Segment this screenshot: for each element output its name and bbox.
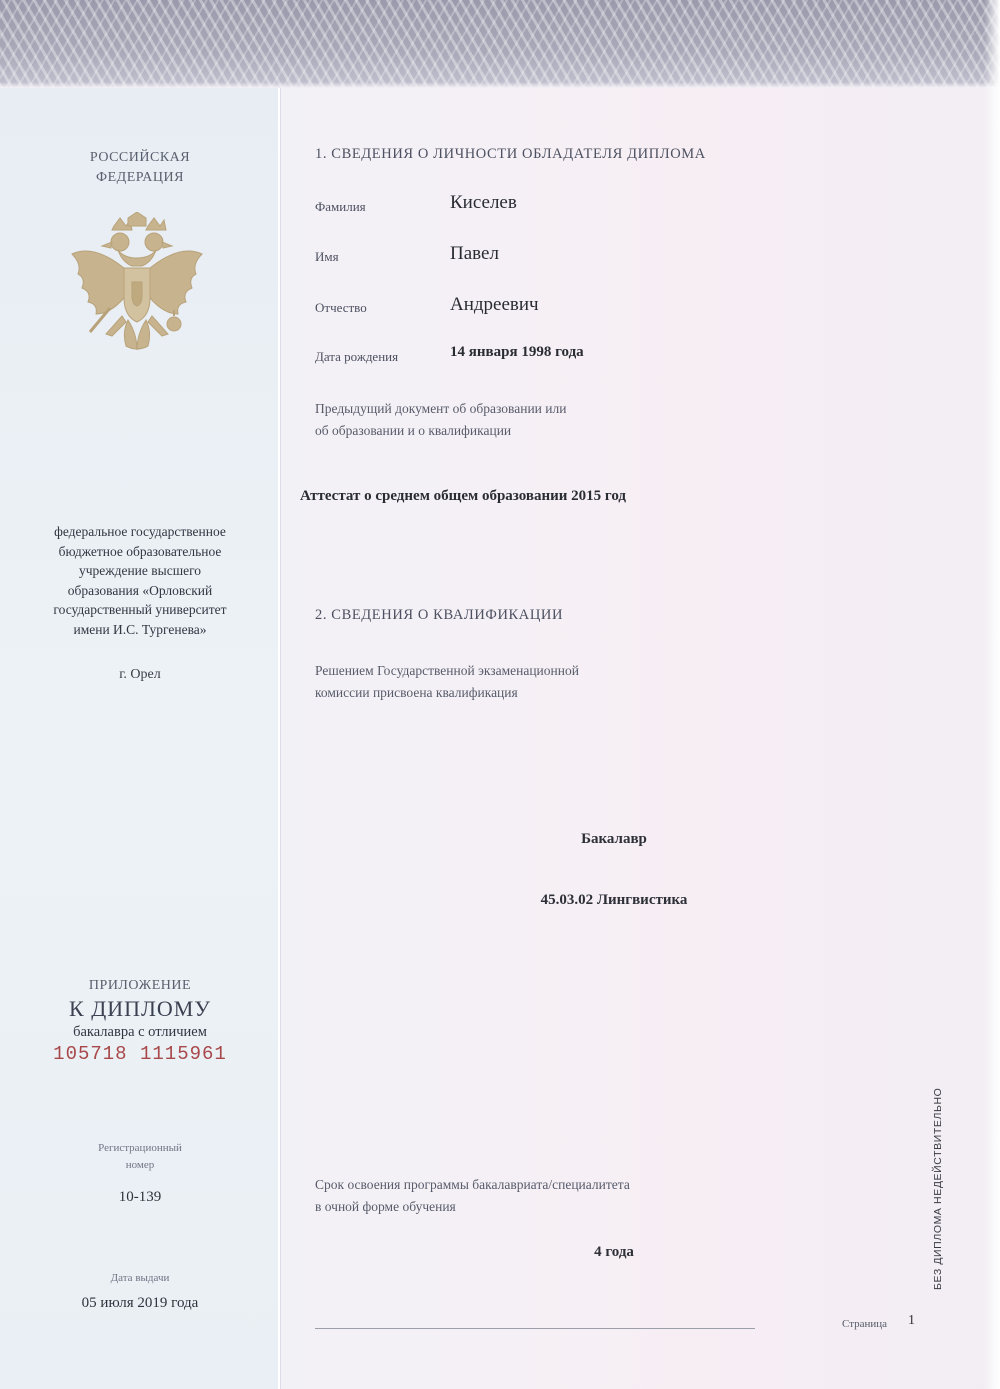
section-2-title: 2. СВЕДЕНИЯ О КВАЛИФИКАЦИИ <box>315 607 564 623</box>
study-duration-line-1: Срок освоения программы бакалавриата/специалитета <box>315 1177 630 1192</box>
guilloche-top-band <box>0 0 1000 88</box>
study-duration-value: 4 года <box>594 1244 634 1260</box>
name-label: Имя <box>315 249 339 264</box>
issue-date-label: Дата выдачи <box>110 1272 170 1284</box>
previous-document-label-line-2: об образовании и о квалификации <box>315 423 512 438</box>
study-duration-label <box>315 1174 630 1218</box>
registration-label-line-1: Регистрационный <box>98 1142 182 1154</box>
specialty-value: 45.03.02 Лингвистика <box>540 892 688 908</box>
qualification-decision-label <box>315 660 579 704</box>
qualification-value: Бакалавр <box>581 831 647 847</box>
validity-note: БЕЗ ДИПЛОМА НЕДЕЙСТВИТЕЛЬНО <box>932 1087 944 1290</box>
issue-date: 05 июля 2019 года <box>81 1295 199 1311</box>
name-value: Павел <box>450 243 499 264</box>
institution-line-6: имени И.С. Тургенева» <box>73 621 207 637</box>
institution-line-5: государственный университет <box>53 602 227 618</box>
registration-number: 10-139 <box>118 1189 162 1205</box>
institution-line-2: бюджетное образовательное <box>58 543 222 559</box>
surname-label: Фамилия <box>315 199 366 214</box>
previous-document-value: Аттестат о среднем общем образовании 2015 год <box>300 488 626 504</box>
institution-name <box>12 522 268 640</box>
previous-document-label <box>315 398 566 442</box>
study-duration-line-2: в очной форме обучения <box>315 1199 456 1214</box>
registration-label-line-2: номер <box>125 1159 155 1171</box>
patronymic-value: Андреевич <box>450 294 539 315</box>
page-number: 1 <box>908 1313 915 1328</box>
country-name <box>40 148 240 188</box>
previous-document-label-line-1: Предыдущий документ об образовании или <box>315 401 567 416</box>
birth-date-value: 14 января 1998 года <box>450 344 584 360</box>
section-1-title: 1. СВЕДЕНИЯ О ЛИЧНОСТИ ОБЛАДАТЕЛЯ ДИПЛОМА <box>315 146 706 162</box>
signature-line <box>315 1328 755 1329</box>
page-label: Страница <box>842 1318 888 1330</box>
qualification-decision-line-2: комиссии присвоена квалификация <box>315 685 518 700</box>
page-edge <box>984 0 1000 1389</box>
qualification-decision-line-1: Решением Государственной экзаменационной <box>315 663 579 678</box>
document-number: 105718 1115961 <box>53 1043 227 1065</box>
appendix-title: ПРИЛОЖЕНИЕ <box>88 978 192 993</box>
birth-date-label: Дата рождения <box>315 349 399 364</box>
institution-line-3: учреждение высшего <box>78 563 202 579</box>
registration-label <box>50 1140 230 1174</box>
city: г. Орел <box>119 667 161 682</box>
panel-divider <box>278 88 280 1389</box>
coat-of-arms-icon <box>62 212 212 372</box>
country-line-1: РОССИЙСКАЯ <box>89 150 191 165</box>
institution-line-1: федеральное государственное <box>54 524 226 539</box>
appendix-to-diploma: К ДИПЛОМУ <box>69 996 211 1021</box>
country-line-2: ФЕДЕРАЦИЯ <box>96 170 184 185</box>
degree-type: бакалавра с отличием <box>73 1024 207 1040</box>
institution-line-4: образования «Орловский <box>67 582 213 598</box>
patronymic-label: Отчество <box>315 300 367 315</box>
surname-value: Киселев <box>450 192 517 213</box>
